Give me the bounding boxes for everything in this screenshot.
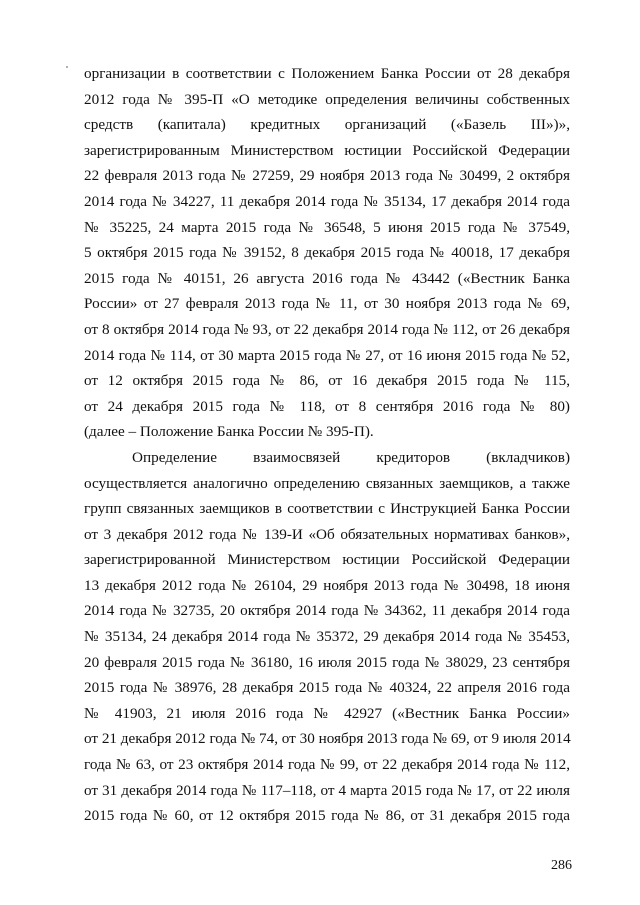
text-line: года № 63, от 23 октября 2014 года № 99, от 22 декабря 2014 года № 112, xyxy=(84,756,570,774)
text-line: групп связанных заемщиков в соответствии с Инструкцией Банка России xyxy=(84,500,570,518)
text-line: от 31 декабря 2014 года № 117–118, от 4 марта 2015 года № 17, от 22 июля xyxy=(84,781,570,799)
text-line: № 35225, 24 марта 2015 года № 36548, 5 июня 2015 года № 37549, xyxy=(84,218,570,236)
text-line: от 3 декабря 2012 года № 139-И «Об обязательных нормативах банков», xyxy=(84,525,570,543)
text-line: зарегистрированной Министерством юстиции Российской Федерации xyxy=(84,551,570,569)
scan-artifact-dot xyxy=(66,66,68,68)
text-line: средств (капитала) кредитных организаций («Базель III»)», xyxy=(84,116,570,134)
text-line: 2014 года № 32735, 20 октября 2014 года № 34362, 11 декабря 2014 года xyxy=(84,602,570,620)
text-line: Определение взаимосвязей кредиторов (вкладчиков) xyxy=(132,448,570,466)
text-line: зарегистрированным Министерством юстиции Российской Федерации xyxy=(84,141,570,159)
text-line: 22 февраля 2013 года № 27259, 29 ноября 2013 года № 30499, 2 октября xyxy=(84,167,570,185)
text-line: № 41903, 21 июля 2016 года № 42927 («Вестник Банка России» xyxy=(84,704,570,722)
body-text xyxy=(84,61,570,829)
text-line: 2015 года № 38976, 28 декабря 2015 года № 40324, 22 апреля 2016 года xyxy=(84,679,570,697)
text-line: 2014 года № 34227, 11 декабря 2014 года № 35134, 17 декабря 2014 года xyxy=(84,192,570,210)
text-line: России» от 27 февраля 2013 года № 11, от 30 ноября 2013 года № 69, xyxy=(84,295,570,313)
text-line: от 12 октября 2015 года № 86, от 16 декабря 2015 года № 115, xyxy=(84,372,570,390)
text-line: осуществляется аналогично определению связанных заемщиков, а также xyxy=(84,474,570,492)
page-number: 286 xyxy=(551,858,572,873)
paragraph xyxy=(84,61,570,445)
text-line: 2015 года № 60, от 12 октября 2015 года № 86, от 31 декабря 2015 года xyxy=(84,807,570,825)
text-line: от 8 октября 2014 года № 93, от 22 декабря 2014 года № 112, от 26 декабря xyxy=(84,320,570,338)
paragraph xyxy=(84,445,570,829)
text-line: 2012 года № 395-П «О методике определения величины собственных xyxy=(84,90,570,108)
text-line: (далее – Положение Банка России № 395-П). xyxy=(84,423,374,441)
text-line: от 24 декабря 2015 года № 118, от 8 сентября 2016 года № 80) xyxy=(84,397,570,415)
text-line: 20 февраля 2015 года № 36180, 16 июля 2015 года № 38029, 23 сентября xyxy=(84,653,570,671)
text-line: 13 декабря 2012 года № 26104, 29 ноября 2013 года № 30498, 18 июня xyxy=(84,576,570,594)
text-line: № 35134, 24 декабря 2014 года № 35372, 29 декабря 2014 года № 35453, xyxy=(84,628,570,646)
text-line: 5 октября 2015 года № 39152, 8 декабря 2015 года № 40018, 17 декабря xyxy=(84,244,570,262)
text-line: от 21 декабря 2012 года № 74, от 30 ноября 2013 года № 69, от 9 июля 2014 xyxy=(84,730,571,748)
text-line: организации в соответствии с Положением Банка России от 28 декабря xyxy=(84,65,570,82)
text-line: 2015 года № 40151, 26 августа 2016 года № 43442 («Вестник Банка xyxy=(84,269,570,287)
text-line: 2014 года № 114, от 30 марта 2015 года № 27, от 16 июня 2015 года № 52, xyxy=(84,346,570,364)
